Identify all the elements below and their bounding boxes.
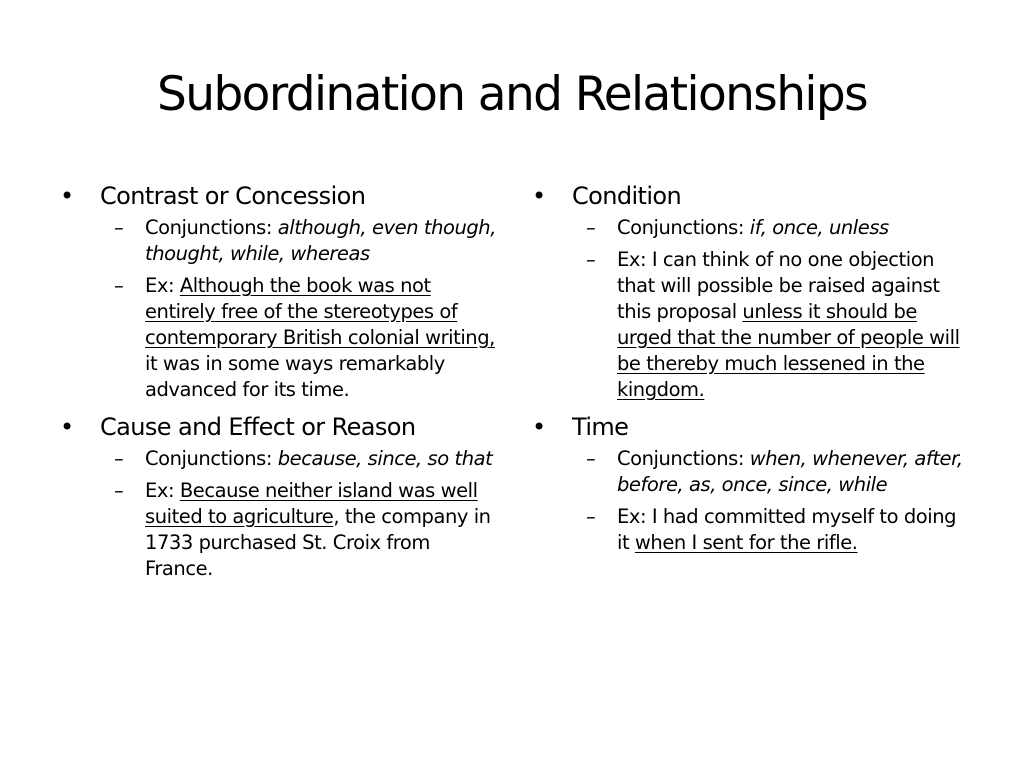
bullet-time — [530, 411, 970, 444]
dash-icon: – — [586, 248, 596, 271]
sub-item-example — [58, 273, 503, 403]
conjunction-list: because, since, so that — [277, 447, 493, 470]
bullet-heading: Cause and Effect or Reason — [100, 413, 416, 441]
sub-item-prefix: Conjunctions: — [145, 447, 278, 470]
sub-item-prefix: Ex: — [145, 274, 180, 297]
sub-item-rest: it was in some ways remarkably advanced for its time. — [145, 352, 445, 401]
bullet-icon: • — [60, 182, 74, 210]
sub-item-prefix: Conjunctions: — [617, 447, 750, 470]
sub-item-prefix: Ex: I had committed myself to doing it — [617, 505, 957, 554]
bullet-heading: Condition — [572, 182, 682, 210]
sub-list — [58, 446, 503, 582]
sub-item-conjunctions — [530, 215, 970, 241]
dash-icon: – — [586, 447, 596, 470]
bullet-icon: • — [532, 413, 546, 441]
sub-item-conjunctions — [58, 446, 503, 472]
sub-item-prefix: Ex: — [145, 479, 180, 502]
underlined-clause: Although the book was not entirely free of the stereotypes of contemporary British colonial writing, — [145, 274, 495, 349]
dash-icon: – — [586, 216, 596, 239]
sub-item-rest: , the company in 1733 purchased St. Croix from France. — [145, 505, 491, 580]
bullet-contrast-concession — [58, 180, 503, 213]
underlined-clause: unless it should be urged that the number of people will be thereby much lessened in the kingdom. — [617, 300, 960, 401]
sub-item-conjunctions — [530, 446, 970, 498]
conjunction-list: when, whenever, after, before, as, once, since, while — [617, 447, 963, 496]
right-column — [530, 180, 970, 564]
sub-item-prefix: Conjunctions: — [145, 216, 278, 239]
dash-icon: – — [114, 479, 124, 502]
slide-title: Subordination and Relationships — [157, 67, 867, 122]
sub-list — [530, 446, 970, 556]
sub-item-example — [530, 504, 970, 556]
underlined-clause: when I sent for the rifle. — [634, 531, 858, 554]
sub-item-prefix: Conjunctions: — [617, 216, 750, 239]
dash-icon: – — [114, 274, 124, 297]
bullet-condition — [530, 180, 970, 213]
dash-icon: – — [586, 505, 596, 528]
sub-item-conjunctions — [58, 215, 503, 267]
left-column — [58, 180, 503, 590]
underlined-clause: Because neither island was well suited to agriculture — [145, 479, 478, 528]
sub-list — [530, 215, 970, 403]
dash-icon: – — [114, 216, 124, 239]
bullet-icon: • — [60, 413, 74, 441]
bullet-heading: Time — [572, 413, 629, 441]
conjunction-list: although, even though, thought, while, whereas — [145, 216, 496, 265]
sub-item-prefix: Ex: I can think of no one objection that will possible be raised against this proposal — [617, 248, 940, 323]
bullet-cause-effect-reason — [58, 411, 503, 444]
bullet-heading: Contrast or Concession — [100, 182, 366, 210]
bullet-icon: • — [532, 182, 546, 210]
sub-item-example — [530, 247, 970, 403]
sub-list — [58, 215, 503, 403]
sub-item-example — [58, 478, 503, 582]
conjunction-list: if, once, unless — [749, 216, 889, 239]
dash-icon: – — [114, 447, 124, 470]
